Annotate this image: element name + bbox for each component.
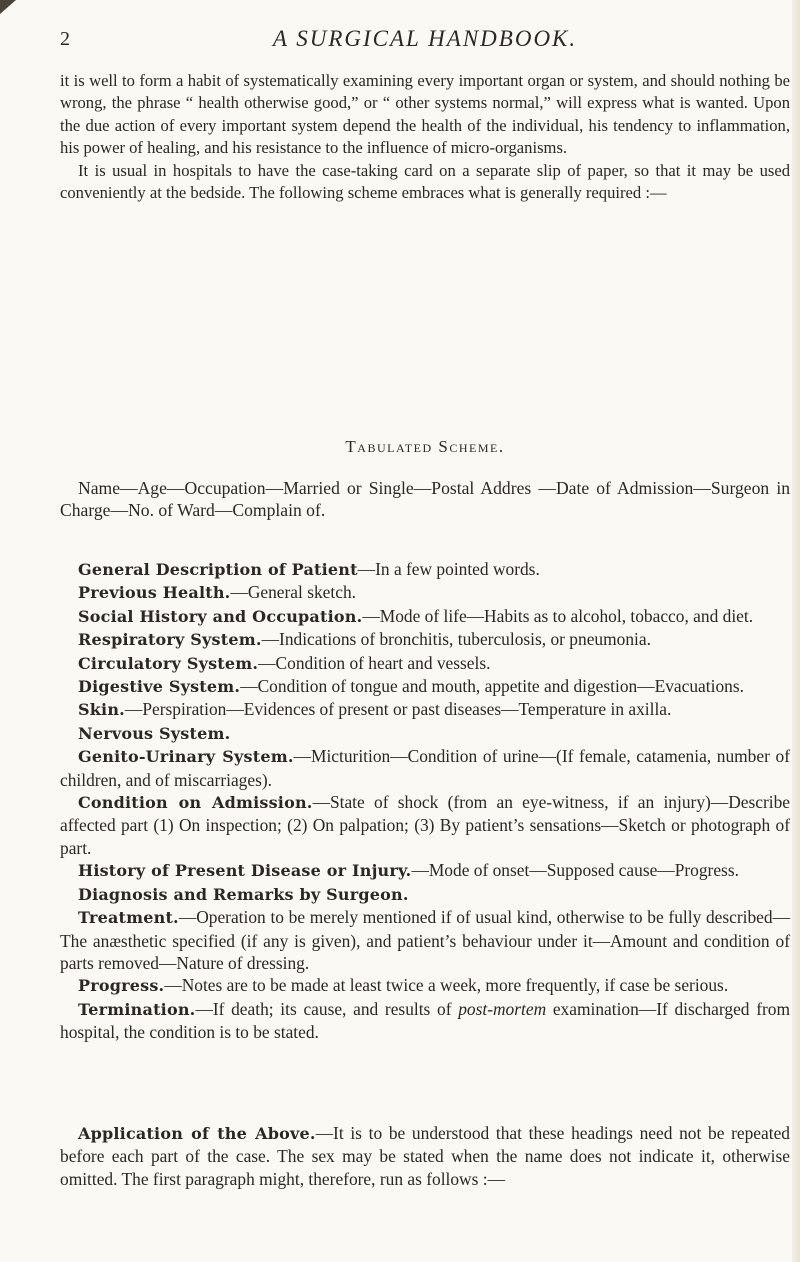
- scheme-item-text: —Condition of heart and vessels.: [258, 652, 491, 673]
- section-heading: Tabulated Scheme.: [345, 437, 505, 456]
- scheme-item-term: Circulatory System.: [78, 653, 259, 673]
- scheme-fields: [60, 477, 790, 522]
- scheme-item: [60, 859, 790, 882]
- scheme-item: [60, 558, 790, 581]
- running-title: A SURGICAL HANDBOOK.: [272, 26, 578, 51]
- scheme-item: [60, 628, 790, 651]
- scheme-item: [60, 883, 790, 906]
- scheme-item-term: Condition on Admission.: [78, 793, 313, 813]
- scheme-item-term: Genito-Urinary System.: [78, 747, 294, 767]
- scheme-item-text: —Micturition—Condition of urine—(If female, catamenia, number of children, and of miscarriages).: [60, 746, 790, 790]
- scheme-item-term: Treatment.: [78, 908, 179, 928]
- scheme-item-text: —Condition of tongue and mouth, appetite and digestion—Evacuations.: [240, 676, 744, 697]
- scheme-item-text: —Notes are to be made at least twice a week, more frequently, if case be serious.: [164, 975, 729, 996]
- scheme-item-text: —Indications of bronchitis, tuberculosis, or pneumonia.: [261, 629, 651, 650]
- scheme-item: [60, 745, 790, 791]
- scheme-item: [60, 974, 790, 997]
- page-corner-mark: [0, 0, 16, 14]
- scheme-item-text: —Perspiration—Evidences of present or past diseases—Temperature in axilla.: [124, 699, 672, 720]
- scheme-item-term: Nervous System.: [78, 723, 231, 743]
- scheme-item-text: —Operation to be merely mentioned if of usual kind, otherwise to be fully described—The anæsthetic specified (if any is given), and patient’s behaviour under it—Amount and condition of parts removed—Nature of dressing.: [60, 907, 790, 973]
- scheme-item-term: Skin.: [78, 700, 125, 720]
- book-page: [60, 0, 790, 1262]
- scheme-item-term: General Description of Patient: [78, 560, 358, 579]
- scheme-item: [60, 652, 790, 675]
- scheme-item: [60, 581, 790, 604]
- running-head: [60, 24, 790, 54]
- application-paragraph: [60, 1122, 790, 1190]
- scheme-fields-paragraph: Name—Age—Occupation—Married or Single—Postal Addres —Date of Admission—Surgeon in Charge—No. of Ward—Complain of.: [60, 478, 790, 521]
- scheme-item: [60, 698, 790, 721]
- scheme-item-italic: post-mortem: [458, 998, 547, 1019]
- scheme-item-text-continued: examination—If discharged from hospital, the condition is to be stated.: [60, 998, 790, 1043]
- scheme-item-term: Social History and Occupation.: [78, 606, 363, 626]
- scheme-item-text: —If death; its cause, and results of: [195, 998, 459, 1019]
- scheme-item-term: History of Present Disease or Injury.: [78, 861, 412, 881]
- scheme-item-text: —Mode of onset—Supposed cause—Progress.: [411, 860, 739, 881]
- application-text: —It is to be understood that these headings need not be repeated before each part of the case. The sex may be stated when the name does not indicate it, otherwise omitted. The first paragraph might, therefore, run as follows :—: [60, 1123, 790, 1189]
- scheme-item: [60, 906, 790, 974]
- intro-paragraph-1: it is well to form a habit of systematically examining every important organ or system, and should nothing be wrong, the phrase “ health otherwise good,” or “ other systems normal,” will express what is wanted. Upon the due action of every important system depend the health of the individual, his tendency to inflammation, his power of healing, and his resistance to the influence of micro-organisms.: [60, 71, 790, 158]
- scheme-item: [60, 722, 790, 745]
- scheme-item: [60, 605, 790, 628]
- scheme-item: [60, 791, 790, 859]
- page-number: 2: [60, 28, 70, 50]
- scheme-item-text: —General sketch.: [230, 582, 356, 603]
- scheme-item-term: Respiratory System.: [78, 630, 262, 650]
- page-edge: [792, 0, 800, 1262]
- scheme-item-term: Progress.: [78, 976, 165, 996]
- scheme-item-text: —State of shock (from an eye-witness, if an injury)—Describe affected part (1) On inspection; (2) On palpation; (3) By patient’s sensations—Sketch or photograph of part.: [60, 792, 790, 858]
- scheme-sections: [60, 558, 790, 1044]
- intro-paragraph-2: It is usual in hospitals to have the case-taking card on a separate slip of paper, so that it may be used conveniently at the bedside. The following scheme embraces what is generally required :—: [60, 160, 790, 203]
- scheme-item-term: Digestive System.: [78, 677, 241, 697]
- scheme-item-text: —In a few pointed words.: [357, 559, 540, 579]
- application-section: [60, 1122, 790, 1190]
- application-term: Application of the Above.: [78, 1124, 316, 1143]
- scheme-item-text: —Mode of life—Habits as to alcohol, tobacco, and diet.: [362, 605, 754, 626]
- scheme-item: [60, 998, 790, 1044]
- scheme-item-term: Diagnosis and Remarks by Surgeon.: [78, 884, 409, 904]
- scheme-item: [60, 675, 790, 698]
- intro-text: [60, 70, 790, 204]
- scheme-item-term: Termination.: [78, 999, 196, 1019]
- scheme-item-term: Previous Health.: [78, 583, 231, 603]
